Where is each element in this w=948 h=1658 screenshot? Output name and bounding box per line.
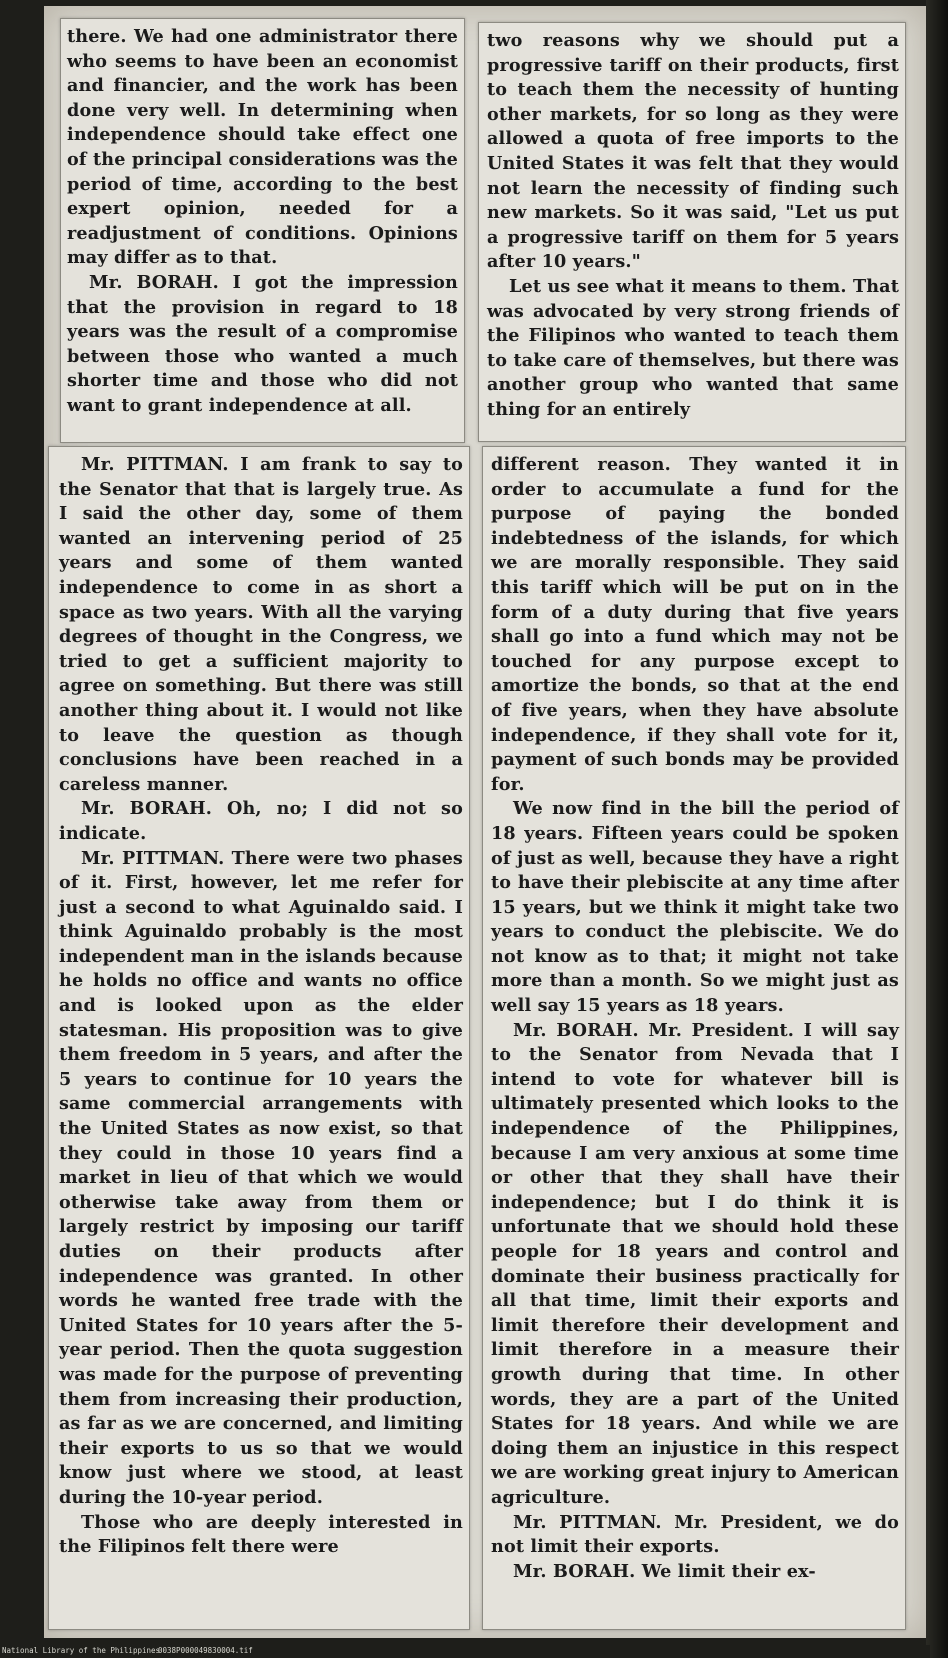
paragraph: Mr. BORAH. Oh, no; I did not so indicate. [59, 798, 463, 844]
clipping-bottom-right [482, 446, 906, 1630]
clipping-bottom-left [48, 446, 470, 1630]
paragraph: We now find in the bill the period of 18 years. Fifteen years could be spoken of just as well, because they have a right to have their plebiscite at any time after 15 years, but we think it might take two years to conduct the plebiscite. We do not know as to that; it might not take more than a month. So we might just as well say 15 years as 18 years. [491, 798, 899, 1017]
page-edge-shadow [926, 0, 948, 1658]
paragraph: different reason. They wanted it in order to accumulate a fund for the purpose of paying the bonded indebtedness of the islands, for which we are morally responsible. They said this tariff which will be put on in the form of a duty during that five years shall go into a fund which may not be touched for any purpose except to amortize the bonds, so that at the end of five years, when they have absolute independence, if they shall vote for it, payment of such bonds may be provided for. [491, 454, 899, 795]
paragraph: Let us see what it means to them. That was advocated by very strong friends of the Filipinos who wanted to teach them to take care of themselves, but there was another group who wanted that same thing for an entirely [487, 275, 899, 420]
paragraph: Mr. PITTMAN. Mr. President, we do not limit their exports. [491, 1511, 899, 1558]
paragraph: two reasons why we should put a progressive tariff on their products, first to teach them the necessity of hunting other markets, for so long as they were allowed a quota of free imports to the United States it was felt that they would not learn the necessity of finding such new markets. So it was said, "Let us put a progressive tariff on them for 5 years after 10 years." [487, 30, 899, 273]
scan-footer [0, 1645, 930, 1658]
file-id-label: 0038P000049830004.tif [158, 1646, 253, 1655]
paragraph: Mr. BORAH. Mr. President. I will say to the Senator from Nevada that I intend to vote for whatever bill is ultimately presented which looks to the independence of the Philippines, because I am very anxious at some time or other that they shall have their independence; but I do think it is unfortunate that we should hold these people for 18 years and control and dominate their business practically for all that time, limit their exports and limit therefore their development and limit therefore in a measure their growth during that time. In other words, they are a part of the United States for 18 years. And while we are doing them an injustice in this respect we are working great injury to American agriculture. [491, 1019, 899, 1508]
library-label: National Library of the Philippines [2, 1646, 161, 1655]
clipping-top-right [478, 22, 906, 442]
paragraph: Those who are deeply interested in the Filipinos felt there were [59, 1511, 463, 1558]
paragraph: Mr. BORAH. We limit their ex- [513, 1560, 816, 1582]
paragraph: Mr. PITTMAN. There were two phases of it. First, however, let me refer for just a second to what Aguinaldo said. I think Aguinaldo probably is the most independent man in the islands because he holds no office and wants no office and is looked upon as the elder statesman. His proposition was to give them freedom in 5 years, and after the 5 years to continue for 10 years the same commercial arrangements with the United States as now exist, so that they could in those 10 years find a market in lieu of that which we would otherwise take away from them or largely restrict by imposing our tariff duties on their products after independence was granted. In other words he wanted free trade with the United States for 10 years after the 5-year period. Then the quota suggestion was made for the purpose of preventing them from increasing their production, as far as we are concerned, and limiting their exports to us so that we would know just where we stood, at least during the 10-year period. [59, 847, 463, 1508]
clipping-top-left [60, 18, 465, 443]
paragraph: Mr. BORAH. I got the impression that the provision in regard to 18 years was the result of a compromise between those who wanted a much shorter time and those who did not want to grant independence at all. [67, 271, 458, 416]
paragraph: Mr. PITTMAN. I am frank to say to the Senator that that is largely true. As I said the other day, some of them wanted an intervening period of 25 years and some of them wanted independence to come in as short a space as two years. With all the varying degrees of thought in the Congress, we tried to get a sufficient majority to agree on something. But there was still another thing about it. I would not like to leave the question as though conclusions have been reached in a careless manner. [59, 454, 463, 795]
paragraph: there. We had one administrator there who seems to have been an economist and financier, and the work has been done very well. In determining when independence should take effect one of the principal considerations was the period of time, according to the best expert opinion, needed for a readjustment of conditions. Opinions may differ as to that. [67, 26, 458, 269]
